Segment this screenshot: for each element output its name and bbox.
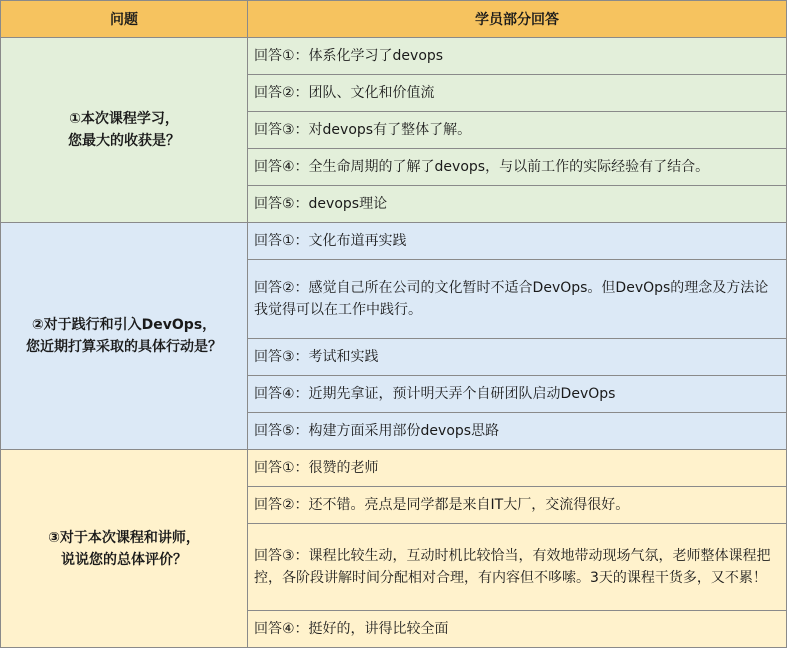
question-2-line-2: 您近期打算采取的具体行动是？ <box>26 339 222 355</box>
answer-cell: 回答④：近期先拿证，预计明天弄个自研团队启动DevOps <box>248 376 787 413</box>
table-row <box>1 38 787 75</box>
question-cell-1 <box>1 38 248 223</box>
answer-cell: 回答②：还不错。亮点是同学都是来自IT大厂，交流得很好。 <box>248 487 787 524</box>
question-1-line-1: ①本次课程学习， <box>69 111 179 127</box>
answer-cell: 回答⑤：构建方面采用部份devops思路 <box>248 413 787 450</box>
table-row <box>1 223 787 260</box>
question-3-line-2: 说说您的总体评价？ <box>61 551 187 568</box>
table-row <box>1 450 787 487</box>
answer-cell: 回答⑤：devops理论 <box>248 186 787 223</box>
answer-cell: 回答②：团队、文化和价值流 <box>248 75 787 112</box>
question-3-line-1: ③对于本次课程和讲师， <box>48 529 200 546</box>
answer-cell: 回答③：课程比较生动，互动时机比较恰当，有效地带动现场气氛，老师整体课程把控，各阶段讲解时间分配相对合理，有内容但不哆嗦。3天的课程干货多，又不累！ <box>248 524 787 611</box>
answer-cell: 回答④：挺好的，讲得比较全面 <box>248 611 787 648</box>
header-row <box>1 1 787 38</box>
question-cell-3 <box>1 450 248 648</box>
answer-cell: 回答③：对devops有了整体了解。 <box>248 112 787 149</box>
header-answers: 学员部分回答 <box>248 1 787 38</box>
answer-cell: 回答②：感觉自己所在公司的文化暂时不适合DevOps。但DevOps的理念及方法论我觉得可以在工作中践行。 <box>248 260 787 339</box>
question-2-line-1: ②对于践行和引入DevOps， <box>31 317 217 333</box>
answer-cell: 回答④：全生命周期的了解了devops，与以前工作的实际经验有了结合。 <box>248 149 787 186</box>
question-1-line-2: 您最大的收获是？ <box>68 133 180 149</box>
answer-cell: 回答①：体系化学习了devops <box>248 38 787 75</box>
header-question: 问题 <box>1 1 248 38</box>
answer-cell: 回答①：文化布道再实践 <box>248 223 787 260</box>
question-cell-2 <box>1 223 248 450</box>
answer-cell: 回答①：很赞的老师 <box>248 450 787 487</box>
answer-cell: 回答③：考试和实践 <box>248 339 787 376</box>
